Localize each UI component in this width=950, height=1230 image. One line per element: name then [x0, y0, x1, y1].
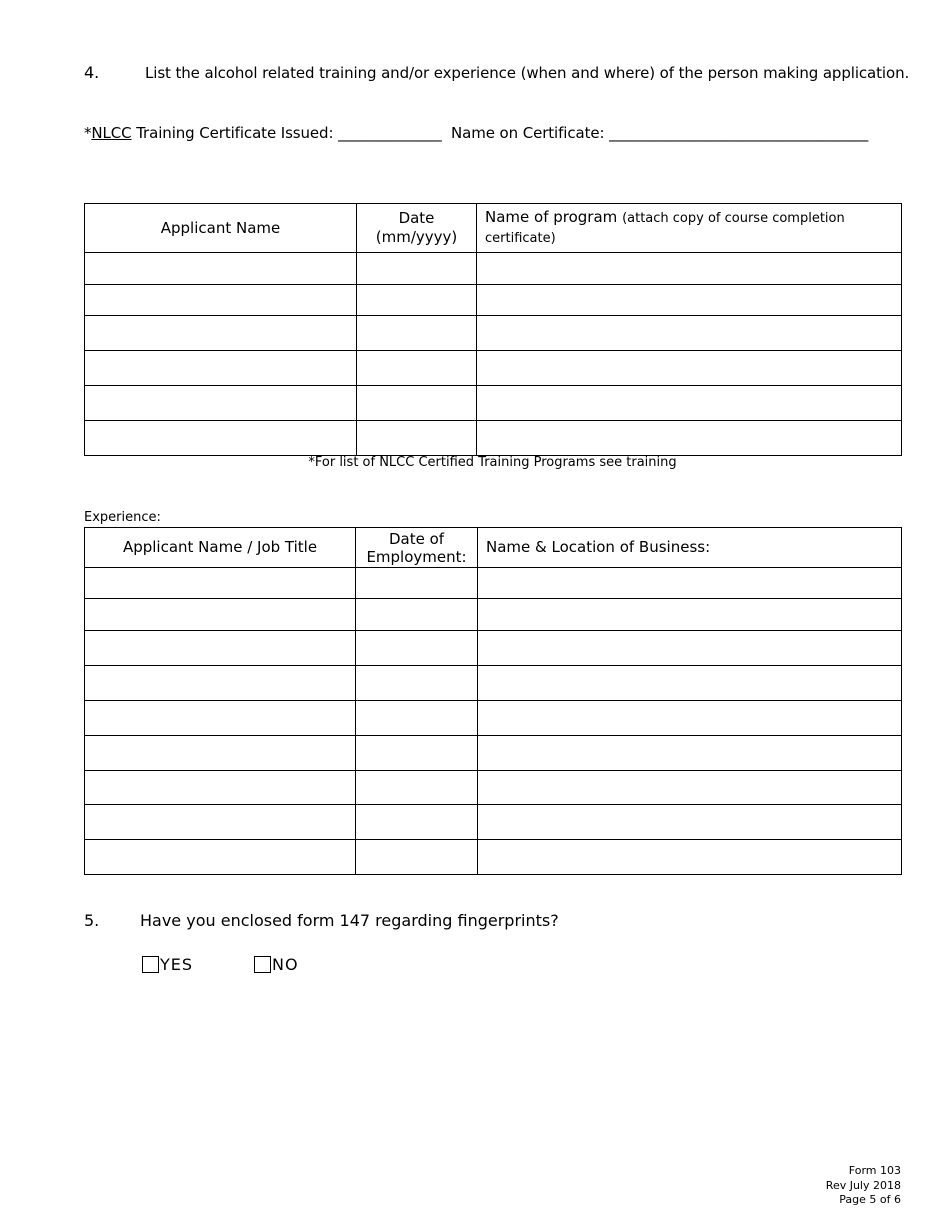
cell-date[interactable] — [356, 666, 478, 701]
table-row — [85, 805, 902, 840]
table-row — [85, 421, 902, 456]
cell-name[interactable] — [85, 285, 357, 316]
header-date-format: (mm/yyyy) — [375, 228, 458, 246]
cell-program[interactable] — [477, 285, 902, 316]
cell-date[interactable] — [357, 253, 477, 285]
cert-issued-field[interactable]: ______________ — [338, 124, 442, 142]
table-row — [85, 631, 902, 666]
cell-name[interactable] — [85, 701, 356, 736]
cell-name[interactable] — [85, 568, 356, 599]
cert-name-field[interactable]: ___________________________________ — [609, 124, 869, 142]
no-checkbox[interactable] — [254, 956, 271, 973]
footer-page: Page 5 of 6 — [839, 1193, 901, 1206]
header-employment: Employment: — [366, 547, 467, 566]
header-date — [357, 204, 477, 253]
table-row — [85, 386, 902, 421]
cell-date[interactable] — [356, 736, 478, 771]
training-note: *For list of NLCC Certified Training Programs see training — [308, 455, 677, 470]
header-business: Name & Location of Business: — [478, 528, 902, 568]
training-header-row — [85, 204, 902, 253]
cell-name[interactable] — [85, 631, 356, 666]
header-applicant-name: Applicant Name — [85, 204, 357, 253]
header-date-label: Date — [398, 209, 435, 227]
cell-date[interactable] — [356, 840, 478, 875]
cell-business[interactable] — [478, 805, 902, 840]
table-row — [85, 701, 902, 736]
cell-business[interactable] — [478, 599, 902, 631]
header-program-note: (attach copy of course completion certificate) — [485, 211, 845, 246]
cell-name[interactable] — [85, 599, 356, 631]
cell-name[interactable] — [85, 351, 357, 386]
table-row — [85, 666, 902, 701]
table-row — [85, 351, 902, 386]
cell-program[interactable] — [477, 351, 902, 386]
cell-business[interactable] — [478, 666, 902, 701]
yes-label: YES — [160, 955, 194, 974]
cell-business[interactable] — [478, 631, 902, 666]
cell-business[interactable] — [478, 840, 902, 875]
cell-name[interactable] — [85, 421, 357, 456]
cert-prefix: * — [84, 124, 92, 142]
cell-name[interactable] — [85, 666, 356, 701]
cell-date[interactable] — [357, 386, 477, 421]
cell-name[interactable] — [85, 316, 357, 351]
cell-date[interactable] — [356, 701, 478, 736]
no-label: NO — [272, 955, 299, 974]
footer-rev: Rev July 2018 — [825, 1178, 901, 1192]
cert-name-label: Name on Certificate: — [451, 124, 605, 142]
header-date-of: Date of — [388, 529, 445, 548]
cell-date[interactable] — [357, 421, 477, 456]
cell-date[interactable] — [357, 285, 477, 316]
table-row — [85, 253, 902, 285]
table-row — [85, 840, 902, 875]
cell-name[interactable] — [85, 840, 356, 875]
cell-date[interactable] — [357, 351, 477, 386]
cell-business[interactable] — [478, 701, 902, 736]
cell-program[interactable] — [477, 316, 902, 351]
cell-business[interactable] — [478, 568, 902, 599]
cell-name[interactable] — [85, 386, 357, 421]
certificate-line — [84, 124, 868, 142]
training-table — [84, 203, 902, 456]
cell-business[interactable] — [478, 771, 902, 805]
cell-name[interactable] — [85, 771, 356, 805]
experience-header-row — [85, 528, 902, 568]
cell-name[interactable] — [85, 805, 356, 840]
cell-name[interactable] — [85, 253, 357, 285]
header-program — [477, 204, 902, 253]
no-option[interactable] — [254, 955, 299, 974]
table-row — [85, 771, 902, 805]
page-footer — [826, 1164, 901, 1208]
header-applicant-job: Applicant Name / Job Title — [85, 528, 356, 568]
question-4-text: List the alcohol related training and/or experience (when and where) of the person making application. — [145, 64, 910, 82]
cell-date[interactable] — [356, 599, 478, 631]
cell-program[interactable] — [477, 386, 902, 421]
table-row — [85, 599, 902, 631]
cell-date[interactable] — [356, 631, 478, 666]
yes-checkbox[interactable] — [142, 956, 159, 973]
experience-table — [84, 527, 902, 875]
header-program-label: Name of program — [485, 208, 618, 226]
cell-program[interactable] — [477, 253, 902, 285]
cell-name[interactable] — [85, 736, 356, 771]
cell-business[interactable] — [478, 736, 902, 771]
cert-org: NLCC — [91, 124, 132, 142]
cell-date[interactable] — [357, 316, 477, 351]
yes-option[interactable] — [142, 955, 193, 974]
footer-form: Form 103 — [848, 1164, 901, 1177]
table-row — [85, 316, 902, 351]
question-4-number: 4. — [84, 63, 100, 82]
header-date-employment — [356, 528, 478, 568]
question-5-text: Have you enclosed form 147 regarding fingerprints? — [140, 911, 559, 930]
cell-date[interactable] — [356, 568, 478, 599]
question-5-number: 5. — [84, 911, 100, 930]
cert-issued-label: Training Certificate Issued: — [136, 124, 334, 142]
table-row — [85, 736, 902, 771]
table-row — [85, 285, 902, 316]
table-row — [85, 568, 902, 599]
cell-date[interactable] — [356, 771, 478, 805]
cell-date[interactable] — [356, 805, 478, 840]
cell-program[interactable] — [477, 421, 902, 456]
experience-label: Experience: — [84, 510, 161, 525]
